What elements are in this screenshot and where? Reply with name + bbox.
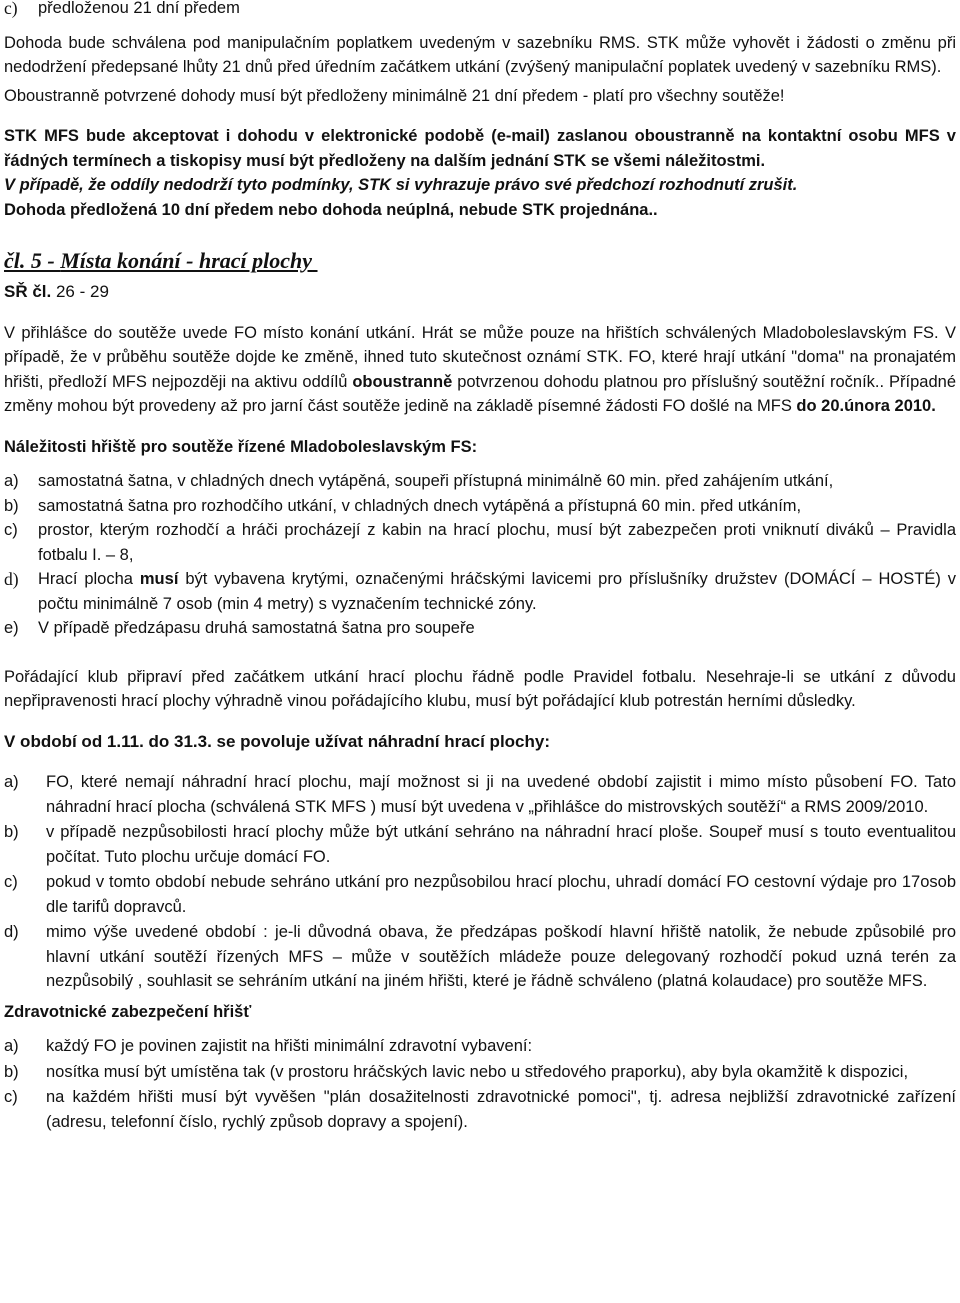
section-heading (4, 246, 956, 276)
list-text: předloženou 21 dní předem (38, 0, 240, 17)
list-item (4, 820, 956, 869)
heading-medical: Zdravotnické zabezpečení hřišť (4, 1002, 252, 1021)
list-text: každý FO je povinen zajistit na hřišti minimální zdravotní vybavení: (46, 1037, 533, 1055)
list-text: prostor, kterým rozhodčí a hráči procházejí z kabin na hrací plochu, musí být zabezpečen proti vniknutí diváků – Pravidla fotbalu I. – 8, (38, 521, 956, 564)
list-label: b) (4, 496, 19, 515)
list-label: b) (4, 1062, 19, 1081)
list-item-top (4, 0, 956, 21)
list-label: c) (4, 873, 18, 891)
list-label: d) (4, 569, 19, 589)
list-text: Hrací plocha musí být vybavena krytými, označenými hráčskými lavicemi pro příslušníky družstev (DOMÁCÍ – HOSTÉ) v počtu minimálně 7 osob (min 4 metry) s vyznačením technické zóny. (38, 570, 957, 613)
paragraph-fee: Dohoda bude schválena pod manipulačním poplatkem uvedeným v sazebníku RMS. STK může vyhovět i žádosti o změnu při nedodržení předepsané lhůty 21 dnů před úředním začátkem utkání (zvýšený manipulační poplatek uvedený v sazebníku RMS). (4, 33, 956, 76)
list-text: V případě předzápasu druhá samostatná šatna pro soupeře (38, 619, 475, 637)
rule-reference-numbers: 26 - 29 (51, 282, 109, 301)
list-text: na každém hřišti musí být vyvěšen "plán dosažitelnosti zdravotnické pomoci", tj. adresa nejbližší zdravotnické zařízení (adresu, telefonní číslo, rychlý způsob dopravy a spojení). (46, 1088, 956, 1131)
paragraph-venue-date: do 20.února 2010. (796, 397, 936, 415)
section-title: Místa konání - hrací plochy (60, 248, 313, 273)
list-label: d) (4, 923, 19, 941)
list-label: e) (4, 619, 19, 637)
list-label: b) (4, 823, 19, 841)
rule-reference-bold: SŘ čl. (4, 282, 52, 301)
list-label: a) (4, 773, 19, 791)
list-label: c) (4, 521, 18, 539)
list-item (4, 1034, 956, 1059)
paragraph-venue (4, 321, 956, 419)
list-text: mimo výše uvedené období : je-li důvodná obava, že předzápas poškodí hlavní hřiště natolik, že nebude způsobilé pro hlavní utkání soutěží řízených MFS – může v soutěžích mládeže pouze delegovaný rozhodčí pokud uzná terén za nezpůsobilý , souhlasit se sehráním utkání na jiném hřišti, které je řádně schváleno (platná kolaudace) pro soutěže MFS. (46, 923, 956, 990)
paragraph-deadline: Oboustranně potvrzené dohody musí být předloženy minimálně 21 dní předem - platí pro všechny soutěže! (4, 86, 785, 105)
list-label: a) (4, 472, 19, 490)
list-item (4, 870, 956, 919)
list-text: FO, které nemají náhradní hrací plochu, mají možnost si ji na uvedené období zajistit i mimo místo působení FO. Tato náhradní hrací plocha (schválená STK MFS ) musí být uvedena v „přihlášce do mistrovských soutěží“ a RMS 2009/2010. (46, 773, 956, 816)
list-item (4, 616, 956, 641)
heading-requirements: Náležitosti hřiště pro soutěže řízené Mladoboleslavským FS: (4, 437, 478, 456)
paragraph-venue-bold: oboustranně (352, 372, 453, 391)
list-label: c) (4, 0, 18, 18)
list-item (4, 1060, 956, 1085)
list-text: samostatná šatna pro rozhodčího utkání, v chladných dnech vytápěná a přístupná 60 min. před utkáním, (38, 496, 802, 515)
list-text: v případě nezpůsobilosti hrací plochy může být utkání sehráno na náhradní hrací ploše. Soupeř musí s touto eventualitou počítat. Tuto plochu určuje domácí FO. (46, 823, 956, 866)
list-text: nosítka musí být umístěna tak (v prostoru hráčských lavic nebo u středového praporku), aby byla okamžitě k dispozici, (46, 1062, 909, 1081)
list-item (4, 494, 956, 519)
section-number: čl. 5 - (4, 248, 61, 273)
requirements-list (4, 469, 956, 567)
list-item (4, 518, 956, 567)
paragraph-email-agreement: STK MFS bude akceptovat i dohodu v elektronické podobě (e-mail) zaslanou oboustranně na kontaktní osobu MFS v řádných termínech a tiskopisy musí být předloženy na dalším jednání STK se všemi náležitostmi. (4, 127, 956, 170)
rule-reference (4, 280, 956, 305)
list-item (4, 920, 956, 994)
paragraph-pitch-preparation: Pořádající klub připraví před začátkem utkání hrací plochu řádně podle Pravidel fotbalu. Nesehraje-li se utkání z důvodu nepřipravenosti hrací plochy výhradně vinou pořádajícího klubu, musí být pořádající klub potrestán herními důsledky. (4, 667, 956, 710)
list-item (4, 1085, 956, 1134)
medical-list (4, 1034, 956, 1134)
paragraph-conditions-warning: V případě, že oddíly nedodrží tyto podmínky, STK si vyhrazuje právo své předchozí rozhodnutí zrušit. (4, 176, 798, 194)
document-page (4, 0, 956, 1134)
list-item (4, 770, 956, 819)
paragraph-late-agreement: Dohoda předložená 10 dní předem nebo dohoda neúplná, nebude STK projednána.. (4, 200, 658, 219)
list-item (4, 469, 956, 494)
substitute-pitch-list (4, 770, 956, 994)
paragraph-venue-part1: V přihlášce do soutěže uvede FO místo konání utkání. Hrát se může pouze na hřištích schválených Mladoboleslavským FS. V případě, že v průběhu soutěže dojde ke změně, ihned tuto skutečnost oznámí STK. FO, které hrají utkání "doma" na pronajatém hřišti, předloží MFS nejpozději na aktivu oddílů (4, 323, 956, 391)
list-label: c) (4, 1088, 18, 1106)
list-text: samostatná šatna, v chladných dnech vytápěná, soupeři přístupná minimálně 60 min. před zahájením utkání, (38, 472, 834, 490)
heading-winter-period: V období od 1.11. do 31.3. se povoluje užívat náhradní hrací plochy: (4, 731, 551, 751)
list-item (4, 567, 956, 616)
list-label: a) (4, 1037, 19, 1055)
paragraph-venue-part2: potvrzenou dohodu platnou pro příslušný soutěžní ročník.. Případné změny mohou být provedeny až pro jarní část soutěže jedině na základě písemné žádosti FO došlé na MFS (4, 372, 956, 415)
list-text: pokud v tomto období nebude sehráno utkání pro nezpůsobilou hrací plochu, uhradí domácí FO cestovní výdaje pro 17osob dle tarifů dopravců. (46, 873, 956, 916)
